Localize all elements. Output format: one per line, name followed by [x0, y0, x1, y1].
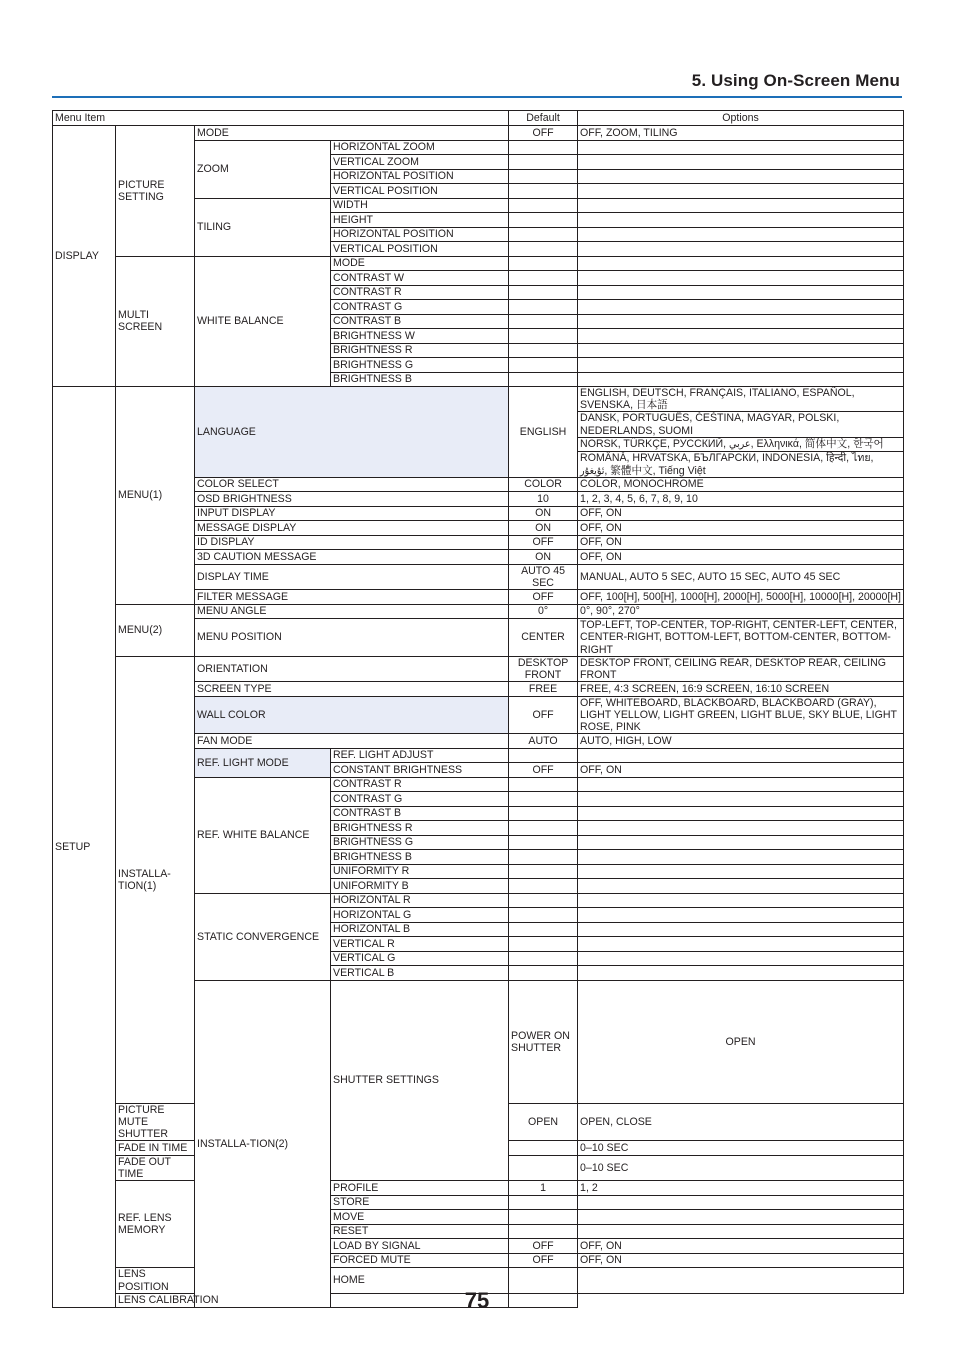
default-value: FREE — [509, 682, 578, 697]
item-3d-caution: 3D CAUTION MESSAGE — [195, 550, 509, 565]
group-menu2: MENU(2) — [116, 604, 195, 656]
subitem: BRIGHTNESS B — [331, 850, 509, 865]
item-ref-white-balance: REF. WHITE BALANCE — [195, 777, 331, 893]
subitem: BRIGHTNESS R — [331, 343, 509, 358]
options-language-4: ROMÂNĂ, HRVATSKA, БЪЛГАРСКИ, INDONESIA, हिन्दी, ไทย, ئۇيغۇر, 繁體中文, Tiếng Việt — [578, 452, 904, 477]
item-language: LANGUAGE — [195, 387, 509, 478]
group-menu1: MENU(1) — [116, 387, 195, 605]
options-value: DESKTOP FRONT, CEILING REAR, DESKTOP REAR, CEILING FRONT — [578, 656, 904, 681]
page-number: 75 — [464, 1288, 490, 1313]
subitem: HORIZONTAL B — [331, 922, 509, 937]
default-value: CENTER — [509, 619, 578, 657]
subitem: RESET — [331, 1224, 509, 1239]
subitem: CONTRAST R — [331, 285, 509, 300]
default-value: OFF — [509, 1253, 578, 1268]
subitem: BRIGHTNESS W — [331, 329, 509, 344]
item-orientation: ORIENTATION — [195, 656, 509, 681]
table-row — [53, 1181, 904, 1196]
item-zoom: ZOOM — [195, 140, 331, 198]
item-input-display: INPUT DISPLAY — [195, 506, 509, 521]
group-display: DISPLAY — [53, 126, 116, 387]
default-mode: OFF — [509, 126, 578, 141]
subitem: VERTICAL ZOOM — [331, 155, 509, 170]
item-shutter-settings: SHUTTER SETTINGS — [331, 980, 509, 1181]
subitem: LOAD BY SIGNAL — [331, 1239, 509, 1254]
item-osd-brightness: OSD BRIGHTNESS — [195, 492, 509, 507]
options-value: AUTO, HIGH, LOW — [578, 734, 904, 749]
options-value: FREE, 4:3 SCREEN, 16:9 SCREEN, 16:10 SCREEN — [578, 682, 904, 697]
subitem: HORIZONTAL POSITION — [331, 227, 509, 242]
subitem: CONTRAST B — [331, 806, 509, 821]
default-value: OPEN — [578, 980, 904, 1103]
options-language-3: NORSK, TÜRKÇE, РУССКИЙ, عربي, Ελληνικά, 简体中文, 한국어 — [578, 437, 904, 452]
subitem: HORIZONTAL POSITION — [331, 169, 509, 184]
options-value: MANUAL, AUTO 5 SEC, AUTO 15 SEC, AUTO 45 SEC — [578, 564, 904, 589]
default-value: ON — [509, 506, 578, 521]
options-value: OFF, ON — [578, 1253, 904, 1268]
options-value: OFF, ON — [578, 763, 904, 778]
table-row — [53, 656, 904, 681]
item-lens-calibration: LENS CALIBRATION — [116, 1293, 331, 1308]
options-header: Options — [578, 111, 904, 126]
item-mode: MODE — [195, 126, 509, 141]
group-installation1: INSTALLA-TION(1) — [116, 656, 195, 1103]
group-picture-setting: PICTURE SETTING — [116, 126, 195, 257]
group-installation2: INSTALLA-TION(2) — [195, 980, 331, 1307]
subitem: CONTRAST G — [331, 792, 509, 807]
options-value: 0–10 SEC — [578, 1141, 904, 1156]
options-value: OPEN, CLOSE — [578, 1103, 904, 1141]
options-mode: OFF, ZOOM, TILING — [578, 126, 904, 141]
default-value: DESKTOP FRONT — [509, 656, 578, 681]
default-value: OFF — [509, 696, 578, 734]
options-value: 1, 2 — [578, 1181, 904, 1196]
default-value: OPEN — [509, 1103, 578, 1141]
subitem: HORIZONTAL G — [331, 908, 509, 923]
subitem: UNIFORMITY B — [331, 879, 509, 894]
options-language-1: ENGLISH, DEUTSCH, FRANÇAIS, ITALIANO, ESPAÑOL, SVENSKA, 日本語 — [578, 387, 904, 412]
options-value: OFF, ON — [578, 1239, 904, 1254]
menu-item-header: Menu Item — [53, 111, 509, 126]
default-language: ENGLISH — [509, 387, 578, 478]
default-value: 10 — [509, 492, 578, 507]
subitem: BRIGHTNESS R — [331, 821, 509, 836]
subitem: WIDTH — [331, 198, 509, 213]
subitem: STORE — [331, 1195, 509, 1210]
default-value: ON — [509, 521, 578, 536]
options-value: OFF, ON — [578, 506, 904, 521]
item-display-time: DISPLAY TIME — [195, 564, 509, 589]
default-value: AUTO 45 SEC — [509, 564, 578, 589]
subitem: VERTICAL G — [331, 951, 509, 966]
subitem: PICTURE MUTE SHUTTER — [116, 1103, 195, 1141]
table-row — [53, 604, 904, 619]
item-screen-type: SCREEN TYPE — [195, 682, 509, 697]
subitem: MODE — [331, 256, 509, 271]
table-row — [53, 126, 904, 141]
subitem: BRIGHTNESS B — [331, 372, 509, 387]
options-value: 1, 2, 3, 4, 5, 6, 7, 8, 9, 10 — [578, 492, 904, 507]
default-value: AUTO — [509, 734, 578, 749]
options-language-2: DANSK, PORTUGUÊS, ČEŠTINA, MAGYAR, POLSKI, NEDERLANDS, SUOMI — [578, 412, 904, 437]
subitem: VERTICAL POSITION — [331, 184, 509, 199]
subitem: FADE OUT TIME — [116, 1155, 195, 1180]
default-value: OFF — [509, 535, 578, 550]
table-row — [53, 387, 904, 412]
default-value: OFF — [509, 1239, 578, 1254]
item-message-display: MESSAGE DISPLAY — [195, 521, 509, 536]
subitem: REF. LIGHT ADJUST — [331, 748, 509, 763]
subitem: CONTRAST R — [331, 777, 509, 792]
subitem: MOVE — [331, 1210, 509, 1225]
default-value: 1 — [509, 1181, 578, 1196]
subitem: FADE IN TIME — [116, 1141, 195, 1156]
options-value: OFF, ON — [578, 521, 904, 536]
subitem: BRIGHTNESS G — [331, 835, 509, 850]
subitem: HEIGHT — [331, 213, 509, 228]
item-menu-position: MENU POSITION — [195, 619, 509, 657]
subitem: PROFILE — [331, 1181, 509, 1196]
default-value: OFF — [509, 590, 578, 605]
options-value: COLOR, MONOCHROME — [578, 477, 904, 492]
subitem: CONTRAST B — [331, 314, 509, 329]
table-header-row — [53, 111, 904, 126]
item-filter-message: FILTER MESSAGE — [195, 590, 509, 605]
subitem: POWER ON SHUTTER — [509, 980, 578, 1103]
subitem: CONSTANT BRIGHTNESS — [331, 763, 509, 778]
options-value: 0°, 90°, 270° — [578, 604, 904, 619]
table-row — [53, 256, 904, 271]
group-multi-screen: MULTI SCREEN — [116, 256, 195, 387]
subitem: UNIFORMITY R — [331, 864, 509, 879]
subitem: FORCED MUTE — [331, 1253, 509, 1268]
options-value: OFF, WHITEBOARD, BLACKBOARD, BLACKBOARD (GRAY), LIGHT YELLOW, LIGHT GREEN, LIGHT BLUE, SKY BLUE, LIGHT ROSE, PINK — [578, 696, 904, 734]
item-lens-position: LENS POSITION — [116, 1268, 195, 1293]
item-color-select: COLOR SELECT — [195, 477, 509, 492]
default-value: 0° — [509, 604, 578, 619]
item-static-convergence: STATIC CONVERGENCE — [195, 893, 331, 980]
page-header — [52, 70, 902, 98]
item-fan-mode: FAN MODE — [195, 734, 509, 749]
default-header: Default — [509, 111, 578, 126]
item-white-balance: WHITE BALANCE — [195, 256, 331, 387]
options-value: OFF, ON — [578, 535, 904, 550]
subitem: VERTICAL POSITION — [331, 242, 509, 257]
subitem: CONTRAST W — [331, 271, 509, 286]
menu-tree-table — [52, 110, 904, 1308]
item-id-display: ID DISPLAY — [195, 535, 509, 550]
item-ref-lens-memory: REF. LENS MEMORY — [116, 1181, 195, 1268]
subitem: HORIZONTAL ZOOM — [331, 140, 509, 155]
default-value: COLOR — [509, 477, 578, 492]
options-value: OFF, ON — [578, 550, 904, 565]
subitem: VERTICAL B — [331, 966, 509, 981]
options-value: 0–10 SEC — [578, 1155, 904, 1180]
item-ref-light-mode: REF. LIGHT MODE — [195, 748, 331, 777]
options-value: OFF, 100[H], 500[H], 1000[H], 2000[H], 5000[H], 10000[H], 20000[H] — [578, 590, 904, 605]
subitem: CONTRAST G — [331, 300, 509, 315]
item-menu-angle: MENU ANGLE — [195, 604, 509, 619]
subitem: VERTICAL R — [331, 937, 509, 952]
options-value: TOP-LEFT, TOP-CENTER, TOP-RIGHT, CENTER-LEFT, CENTER, CENTER-RIGHT, BOTTOM-LEFT, BOTTOM-CENTER, BOTTOM-RIGHT — [578, 619, 904, 657]
section-title: 5. Using On-Screen Menu — [691, 71, 900, 90]
subitem: HORIZONTAL R — [331, 893, 509, 908]
default-value: ON — [509, 550, 578, 565]
group-setup: SETUP — [53, 387, 116, 1308]
subitem: HOME — [331, 1268, 509, 1293]
default-value: OFF — [509, 763, 578, 778]
item-wall-color: WALL COLOR — [195, 696, 509, 734]
subitem: BRIGHTNESS G — [331, 358, 509, 373]
item-tiling: TILING — [195, 198, 331, 256]
